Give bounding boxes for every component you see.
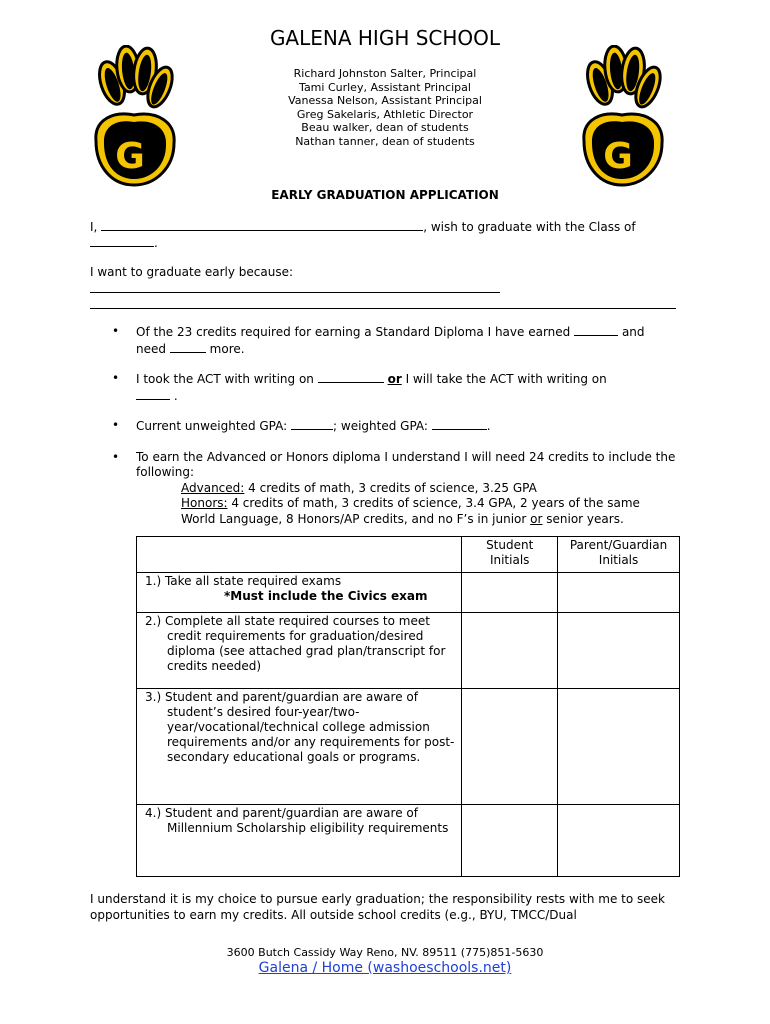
reason-field-line-2[interactable] xyxy=(90,308,676,309)
student-initials-cell[interactable] xyxy=(462,573,558,613)
logo-letter: G xyxy=(603,136,633,177)
parent-initials-cell[interactable] xyxy=(558,689,680,805)
table-row: 3.) Student and parent/guardian are aware of student’s desired four-year/two-year/vocational/technical college admission requirements and/or any requirements for post-secondary educational goals or programs. xyxy=(137,689,680,805)
class-year-field[interactable] xyxy=(90,235,154,247)
student-initials-cell[interactable] xyxy=(462,613,558,689)
header-parent-initials: Parent/Guardian Initials xyxy=(558,537,680,573)
staff-dean-1: Beau walker, dean of students xyxy=(301,121,469,135)
table-row: 1.) Take all state required exams *Must include the Civics exam xyxy=(137,573,680,613)
intro-line: I, , wish to graduate with the Class of xyxy=(90,220,636,234)
name-field[interactable] xyxy=(101,219,423,231)
parent-initials-cell[interactable] xyxy=(558,805,680,877)
table-header-blank xyxy=(137,537,462,573)
parent-initials-cell[interactable] xyxy=(558,573,680,613)
staff-athletic-director: Greg Sakelaris, Athletic Director xyxy=(296,107,474,121)
gpa-item: • Current unweighted GPA: ; weighted GPA: . xyxy=(90,418,680,435)
table-row: 2.) Complete all state required courses to meet credit requirements for graduation/desired diploma (see attached grad plan/transcript for credits needed) xyxy=(137,613,680,689)
advanced-requirements: Advanced: 4 credits of math, 3 credits of science, 3.25 GPA xyxy=(181,480,537,495)
logo-letter: G xyxy=(115,136,145,177)
staff-assistant-principal-2: Vanessa Nelson, Assistant Principal xyxy=(288,94,482,108)
credits-needed-field[interactable] xyxy=(170,341,206,353)
reason-field-line-1[interactable] xyxy=(90,292,500,293)
staff-dean-2: Nathan tanner, dean of students xyxy=(295,134,475,148)
table-header-row xyxy=(137,537,680,573)
honors-requirements: Honors: 4 credits of math, 3 credits of science, 3.4 GPA, 2 years of the same World Language, 8 Honors/AP credits, and no F’s in junior or senior years. xyxy=(181,496,640,526)
school-address: 3600 Butch Cassidy Way Reno, NV. 89511 (775)851-5630 xyxy=(226,946,544,959)
header-student-initials: Student Initials xyxy=(462,537,558,573)
table-row: 4.) Student and parent/guardian are aware of Millennium Scholarship eligibility requirements xyxy=(137,805,680,877)
staff-assistant-principal-1: Tami Curley, Assistant Principal xyxy=(299,80,471,94)
student-initials-cell[interactable] xyxy=(462,805,558,877)
staff-list xyxy=(0,67,770,149)
closing-statement: I understand it is my choice to pursue early graduation; the responsibility rests with me to seek opportunities to earn my credits. All outside school credits (e.g., BYU, TMCC/Dual xyxy=(90,892,665,922)
credits-item: • Of the 23 credits required for earning a Standard Diploma I have earned and need more. xyxy=(90,324,680,357)
staff-principal: Richard Johnston Salter, Principal xyxy=(293,67,477,80)
diploma-item: • To earn the Advanced or Honors diploma I understand I will need 24 credits to include the following: Advanced: 4 credits of math, 3 credits of science, 3.25 GPA Honors: 4 credits of math, 3 credits of science, 3.4 GPA, 2 years of the same World Language, 8 Honors/AP credits, and no F’s in junior or senior years. xyxy=(90,450,680,528)
act-future-date-field[interactable] xyxy=(136,388,170,400)
parent-initials-cell[interactable] xyxy=(558,613,680,689)
website-link[interactable]: Galena / Home (washoeschools.net) xyxy=(258,960,512,976)
unweighted-gpa-field[interactable] xyxy=(291,418,333,430)
requirements-table xyxy=(136,536,680,877)
reason-label: I want to graduate early because: xyxy=(90,265,294,279)
act-item: • I took the ACT with writing on or I will take the ACT with writing on . xyxy=(90,371,680,404)
credits-earned-field[interactable] xyxy=(574,324,618,336)
school-name: GALENA HIGH SCHOOL xyxy=(269,26,501,50)
student-initials-cell[interactable] xyxy=(462,689,558,805)
act-taken-date-field[interactable] xyxy=(318,371,384,383)
weighted-gpa-field[interactable] xyxy=(432,418,487,430)
requirements-list xyxy=(90,324,680,527)
form-title: EARLY GRADUATION APPLICATION xyxy=(271,188,499,202)
class-line: . xyxy=(90,235,158,250)
